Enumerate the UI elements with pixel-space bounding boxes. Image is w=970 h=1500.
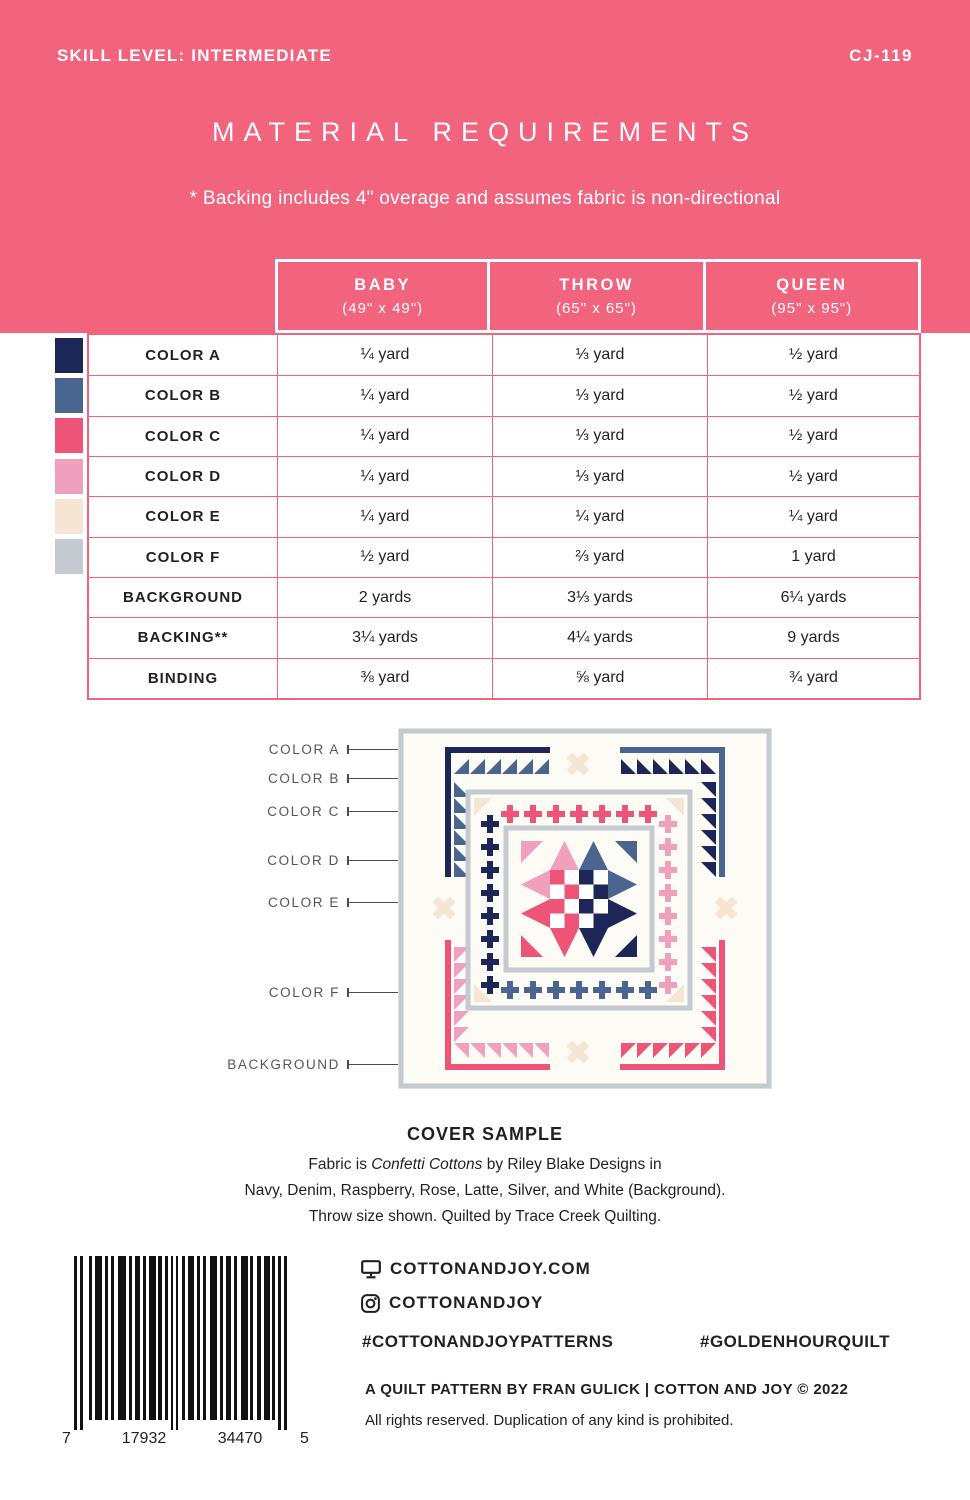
table-cell: ⅜ yard [277, 658, 492, 698]
table-cell: ¼ yard [277, 496, 492, 536]
table-cell: ¼ yard [277, 456, 492, 496]
table-cell: ¼ yard [277, 335, 492, 375]
column-header-baby [275, 259, 490, 333]
cover-sample-title: COVER SAMPLE [406, 1124, 564, 1144]
table-cell: ⅝ yard [492, 658, 707, 698]
table-cell: ¼ yard [707, 496, 919, 536]
row-label: COLOR B [89, 375, 277, 415]
column-dims: (65" x 65") [556, 299, 637, 317]
table-cell: ⅔ yard [492, 537, 707, 577]
line1-prefix: Fabric is [308, 1156, 372, 1173]
table-cell: ⅓ yard [492, 375, 707, 415]
column-dims: (95" x 95") [771, 299, 853, 317]
table-cell: ⅓ yard [492, 335, 707, 375]
cover-sample-line-2: Navy, Denim, Raspberry, Rose, Latte, Silver, and White (Background). [244, 1182, 726, 1199]
table-cell: ⅓ yard [492, 416, 707, 456]
barcode-bars [60, 1256, 312, 1434]
quilt-diagram [398, 728, 772, 1089]
table-cell: ½ yard [707, 416, 919, 456]
table-cell: 4¼ yards [492, 617, 707, 657]
column-header-queen [706, 259, 921, 333]
barcode-digit: 17932 [121, 1430, 167, 1447]
website-url: COTTONANDJOY.COM [390, 1259, 591, 1278]
table-cell: ¾ yard [707, 658, 919, 698]
table-cell: ¼ yard [277, 416, 492, 456]
table-cell: 1 yard [707, 537, 919, 577]
hashtag-patterns: #COTTONANDJOYPATTERNS [362, 1332, 614, 1351]
table-cell: 9 yards [707, 617, 919, 657]
size-table-header [275, 259, 921, 333]
color-d-swatch [55, 459, 83, 494]
instagram-handle: COTTONANDJOY [389, 1293, 544, 1312]
table-cell: 6¼ yards [707, 577, 919, 617]
row-label: COLOR F [89, 537, 277, 577]
table-cell: ¼ yard [492, 496, 707, 536]
cover-sample-line-3: Throw size shown. Quilted by Trace Creek Quilting. [308, 1208, 662, 1225]
backing-note: * Backing includes 4" overage and assumes fabric is non-directional [189, 188, 781, 209]
color-e-swatch [55, 499, 83, 534]
table-cell: ½ yard [707, 335, 919, 375]
row-label: BINDING [89, 658, 277, 698]
table-cell: ¼ yard [277, 375, 492, 415]
row-label: BACKGROUND [89, 577, 277, 617]
table-cell: ⅓ yard [492, 456, 707, 496]
table-cell: ½ yard [707, 456, 919, 496]
diagram-label-color-b: COLOR B [268, 771, 340, 786]
table-cell: ½ yard [277, 537, 492, 577]
credit-line: A QUILT PATTERN BY FRAN GULICK | COTTON AND JOY © 2022 [365, 1381, 849, 1398]
column-name: QUEEN [776, 275, 848, 294]
table-cell: 3¼ yards [277, 617, 492, 657]
diagram-label-color-d: COLOR D [267, 853, 340, 868]
pattern-code: CJ-119 [849, 46, 913, 65]
instagram-icon [361, 1294, 380, 1313]
table-cell: 3⅓ yards [492, 577, 707, 617]
column-name: BABY [354, 275, 412, 294]
page-title: MATERIAL REQUIREMENTS [211, 117, 759, 147]
table-cell: 2 yards [277, 577, 492, 617]
color-c-swatch [55, 418, 83, 453]
barcode-digit: 5 [300, 1430, 309, 1447]
skill-level-label: SKILL LEVEL: INTERMEDIATE [57, 46, 332, 65]
monitor-icon [361, 1260, 381, 1279]
row-label: COLOR D [89, 456, 277, 496]
row-label: COLOR E [89, 496, 277, 536]
diagram-label-color-c: COLOR C [267, 804, 340, 819]
hashtag-quilt: #GOLDENHOURQUILT [700, 1332, 890, 1351]
color-b-swatch [55, 378, 83, 413]
rights-line: All rights reserved. Duplication of any kind is prohibited. [365, 1412, 734, 1429]
column-header-throw [490, 259, 705, 333]
diagram-label-color-e: COLOR E [268, 895, 340, 910]
row-label: BACKING** [89, 617, 277, 657]
row-label: COLOR A [145, 346, 221, 364]
line1-suffix: by Riley Blake Designs in [482, 1156, 662, 1173]
table-cell: ½ yard [707, 375, 919, 415]
cover-sample-section [0, 1124, 970, 1230]
size-table-body [87, 333, 921, 700]
barcode-digit: 34470 [217, 1430, 263, 1447]
fabric-collection-name: Confetti Cottons [371, 1156, 483, 1173]
column-dims: (49" x 49") [342, 299, 424, 317]
website-row [361, 1259, 591, 1279]
row-label: COLOR C [89, 416, 277, 456]
cover-sample-line-1 [0, 1152, 970, 1178]
column-name: THROW [559, 275, 634, 294]
barcode [60, 1256, 312, 1448]
instagram-row [361, 1293, 543, 1313]
diagram-label-color-a: COLOR A [268, 742, 340, 757]
color-f-swatch [55, 539, 83, 574]
diagram-label-color-f: COLOR F [268, 985, 340, 1000]
color-a-swatch [55, 338, 83, 373]
diagram-label-background: BACKGROUND [227, 1057, 340, 1072]
barcode-digit: 7 [62, 1430, 71, 1447]
